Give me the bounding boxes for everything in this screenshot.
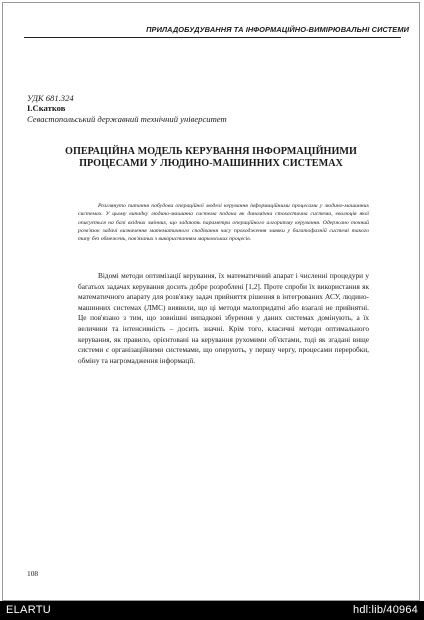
author-affiliation: Севастопольський державний технічний університет bbox=[27, 114, 227, 124]
udk-code: УДК 681.324 bbox=[27, 93, 74, 103]
author-name: І.Скатков bbox=[27, 103, 66, 113]
page-number: 108 bbox=[27, 569, 39, 578]
journal-header: ПРИЛАДОБУДУВАННЯ ТА ІНФОРМАЦІЙНО-ВИМІРЮВАЛЬНІ СИСТЕМИ bbox=[146, 25, 409, 34]
repository-label: ELARTU bbox=[6, 604, 51, 616]
article-title: ОПЕРАЦІЙНА МОДЕЛЬ КЕРУВАННЯ ІНФОРМАЦІЙНИМИ ПРОЦЕСАМИ У ЛЮДИНО-МАШИННИХ СИСТЕМАХ bbox=[65, 146, 357, 170]
handle-identifier: hdl:lib/40964 bbox=[353, 604, 418, 616]
document-page bbox=[2, 2, 420, 601]
article-body-paragraph: Відомі методи оптимізації керування, їх математичний апарат і численні процедури у багатьох задачах керування досить добре розроблені [1,2]. Проте спроби їх використання як математичного апарату для розв'язку задач прийняття рішення в інтегрованих АСУ, людино-машинних системах (ЛМС) виявили, що ці методи малопридатні або взагалі не прийнятні. Це пов'язано з тим, що зовнішні випадкові збурення у даних системах домінують, а їх величини та інтенсивність – досить значні. Крім того, класичні методи оптимального керування, як правило, орієнтовані на керування рухомими об'єктами, тоді як згадані вище системи є організаційними системами, що оперують, у першу чергу, процесами переробки, обміну та нагромадження інформації. bbox=[78, 271, 369, 365]
header-divider bbox=[24, 37, 401, 38]
footer-bar bbox=[0, 601, 424, 620]
article-abstract: Розглянуто питання побудови операційної моделі керування інформаційними процесами у людино-машинних системах. У цьому випадку людино-машинна система подана як динамічна стохастична система, еволюція якої описується на базі вхідних змінних, що задають параметри операційного алгоритму керування. Одержано точний розв'язок задачі визначення математичного сподівання часу проходження заявки у багатофазній системі такого типу без обмежень, пов'язаних з використанням марковських процесів. bbox=[78, 203, 369, 243]
